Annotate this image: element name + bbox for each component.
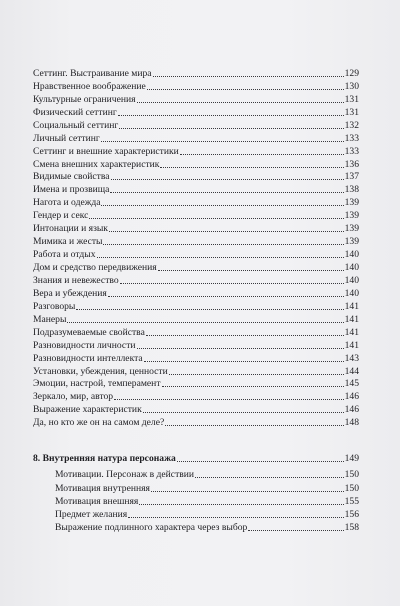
toc-entry-page: 141 bbox=[344, 326, 359, 338]
toc-entry-title: Мотивация внутренняя bbox=[55, 482, 150, 494]
toc-entry bbox=[55, 468, 359, 481]
toc-entry-page: 131 bbox=[344, 106, 359, 118]
dot-leader bbox=[160, 167, 343, 168]
dot-leader bbox=[103, 244, 343, 245]
dot-leader bbox=[137, 348, 344, 349]
toc-entry bbox=[33, 158, 359, 171]
toc-entry-title: Знания и невежество bbox=[33, 274, 119, 286]
toc-entry bbox=[33, 67, 359, 80]
toc-entry-title: Зеркало, мир, автор bbox=[33, 391, 114, 403]
dot-leader bbox=[108, 296, 344, 297]
toc-entry bbox=[33, 403, 359, 416]
dot-leader bbox=[110, 192, 343, 193]
toc-entry-title: Да, но кто же он на самом деле? bbox=[33, 417, 165, 429]
dot-leader bbox=[109, 231, 344, 232]
toc-entry-title: Эмоции, настрой, темперамент bbox=[33, 378, 161, 390]
toc-entry bbox=[33, 261, 359, 274]
toc-entry-title: Нравственное воображение bbox=[33, 80, 146, 92]
toc-entry-title: Сеттинг и внешние характеристики bbox=[33, 145, 179, 157]
toc-entry-title: Имена и прозвища bbox=[33, 184, 110, 196]
toc-entry bbox=[33, 80, 359, 93]
toc-entry-title: Манеры bbox=[33, 313, 67, 325]
dot-leader bbox=[89, 218, 343, 219]
toc-entry-page: 141 bbox=[344, 300, 359, 312]
toc-entry-page: 131 bbox=[344, 93, 359, 105]
dot-leader bbox=[143, 412, 344, 413]
dot-leader bbox=[158, 270, 344, 271]
toc-entry-page: 139 bbox=[344, 223, 359, 235]
dot-leader bbox=[195, 477, 344, 478]
toc-entry-page: 145 bbox=[344, 378, 359, 390]
toc-entry bbox=[33, 300, 359, 313]
toc-entry-title: Подразумеваемые свойства bbox=[33, 326, 145, 338]
dot-leader bbox=[101, 141, 344, 142]
toc-entry-title: Смена внешних характеристик bbox=[33, 158, 160, 170]
toc-entry bbox=[33, 235, 359, 248]
toc-entry-title: Видимые свойства bbox=[33, 171, 110, 183]
dot-leader bbox=[118, 115, 344, 116]
toc-entry bbox=[33, 378, 359, 391]
toc-entry bbox=[33, 326, 359, 339]
toc-chapter bbox=[33, 452, 359, 465]
toc-entry-page: 138 bbox=[344, 184, 359, 196]
toc-entry bbox=[55, 495, 359, 508]
dot-leader bbox=[144, 361, 344, 362]
dot-leader bbox=[139, 504, 343, 505]
toc-entry-page: 156 bbox=[344, 509, 359, 520]
toc-entry-title: Разновидности интеллекта bbox=[33, 352, 143, 364]
toc-entry bbox=[33, 171, 359, 184]
toc-entry bbox=[33, 132, 359, 145]
dot-leader bbox=[153, 76, 344, 77]
toc-entry-title: Разновидности личности bbox=[33, 339, 136, 351]
dot-leader bbox=[146, 335, 344, 336]
toc-entry bbox=[33, 274, 359, 287]
toc-entry-title: Разговоры bbox=[33, 300, 76, 312]
dot-leader bbox=[128, 517, 343, 518]
dot-leader bbox=[177, 461, 344, 462]
toc-entry-title: Вера и убеждения bbox=[33, 287, 107, 299]
dot-leader bbox=[119, 128, 343, 129]
toc-entry-page: 158 bbox=[344, 522, 359, 534]
toc-entry bbox=[33, 183, 359, 196]
toc-entry-title: Выражение характеристик bbox=[33, 404, 142, 416]
toc-entry-title: Выражение подлинного характера через выбор bbox=[55, 522, 248, 534]
toc-entry-title: Личный сеттинг bbox=[33, 132, 100, 144]
dot-leader bbox=[67, 322, 343, 323]
chapter-page: 149 bbox=[344, 453, 359, 465]
toc-entry bbox=[33, 119, 359, 132]
toc-entry-page: 133 bbox=[344, 145, 359, 157]
dot-leader bbox=[101, 205, 343, 206]
toc-entry-page: 144 bbox=[344, 365, 359, 377]
dot-leader bbox=[97, 257, 344, 258]
dot-leader bbox=[137, 102, 344, 103]
toc-entry-page: 137 bbox=[344, 171, 359, 183]
toc-entry bbox=[33, 365, 359, 378]
toc-entry-title: Гендер и секс bbox=[33, 210, 89, 222]
toc-entry-title: Культурные ограничения bbox=[33, 93, 136, 105]
toc-entry-page: 139 bbox=[344, 210, 359, 222]
toc-entry bbox=[33, 287, 359, 300]
toc-entry-page: 146 bbox=[344, 391, 359, 403]
toc-entry bbox=[55, 508, 359, 521]
toc-entry-title: Мотивация внешняя bbox=[55, 495, 139, 507]
toc-entry bbox=[33, 93, 359, 106]
chapter-title: 8. Внутренняя натура персонажа bbox=[33, 453, 176, 465]
toc-entry-page: 136 bbox=[344, 158, 359, 170]
dot-leader bbox=[114, 399, 344, 400]
toc-entry bbox=[33, 352, 359, 365]
toc-entry bbox=[33, 196, 359, 209]
dot-leader bbox=[162, 386, 344, 387]
toc-entry bbox=[33, 248, 359, 261]
toc-entry-title: Мотивации. Персонаж в действии bbox=[55, 469, 195, 481]
toc-entry bbox=[55, 481, 359, 494]
toc-entry-page: 141 bbox=[344, 339, 359, 351]
toc-entry-title: Мимика и жесты bbox=[33, 236, 103, 248]
toc-entry-title: Интонации и язык bbox=[33, 223, 108, 235]
dot-leader bbox=[248, 530, 343, 531]
toc-entry-title: Предмет желания bbox=[55, 509, 128, 520]
toc-entry-page: 129 bbox=[344, 67, 359, 79]
chapter-entries bbox=[55, 468, 359, 534]
toc-entry-page: 140 bbox=[344, 249, 359, 261]
dot-leader bbox=[180, 154, 344, 155]
toc-entry bbox=[33, 222, 359, 235]
toc-entry bbox=[33, 106, 359, 119]
toc-entry bbox=[33, 416, 359, 429]
toc-entry-title: Социальный сеттинг bbox=[33, 119, 119, 131]
toc-entry bbox=[33, 209, 359, 222]
toc-entry-page: 155 bbox=[344, 495, 359, 507]
toc-entry-page: 141 bbox=[344, 313, 359, 325]
dot-leader bbox=[169, 374, 344, 375]
toc-entry-page: 139 bbox=[344, 197, 359, 209]
toc-entry-title: Дом и средство передвижения bbox=[33, 262, 157, 273]
toc-entry bbox=[33, 339, 359, 352]
toc-entry-page: 130 bbox=[344, 80, 359, 92]
toc-entry-page: 150 bbox=[344, 469, 359, 481]
toc-entry bbox=[33, 390, 359, 403]
toc-entry bbox=[33, 313, 359, 326]
dot-leader bbox=[120, 283, 344, 284]
toc-entry-page: 133 bbox=[344, 132, 359, 144]
toc-entry-page: 148 bbox=[344, 417, 359, 429]
toc-entry-page: 140 bbox=[344, 287, 359, 299]
toc-entry bbox=[55, 521, 359, 534]
dot-leader bbox=[147, 89, 344, 90]
toc-entry-title: Работа и отдых bbox=[33, 249, 96, 261]
table-of-contents bbox=[33, 67, 359, 534]
toc-entry-title: Нагота и одежда bbox=[33, 197, 101, 209]
dot-leader bbox=[76, 309, 343, 310]
toc-entry-page: 132 bbox=[344, 119, 359, 131]
toc-entry-page: 140 bbox=[344, 274, 359, 286]
toc-entry-title: Физический сеттинг bbox=[33, 106, 117, 118]
toc-entry-title: Сеттинг. Выстраивание мира bbox=[33, 67, 152, 79]
toc-entry-page: 146 bbox=[344, 404, 359, 416]
section-gap bbox=[33, 429, 359, 452]
toc-entry bbox=[33, 145, 359, 158]
toc-entry-page: 140 bbox=[344, 262, 359, 273]
dot-leader bbox=[111, 179, 344, 180]
toc-entry-title: Установки, убеждения, ценности bbox=[33, 365, 168, 377]
toc-entry-page: 150 bbox=[344, 482, 359, 494]
dot-leader bbox=[151, 491, 344, 492]
dot-leader bbox=[165, 425, 343, 426]
toc-entry-page: 143 bbox=[344, 352, 359, 364]
toc-entry-page: 139 bbox=[344, 236, 359, 248]
